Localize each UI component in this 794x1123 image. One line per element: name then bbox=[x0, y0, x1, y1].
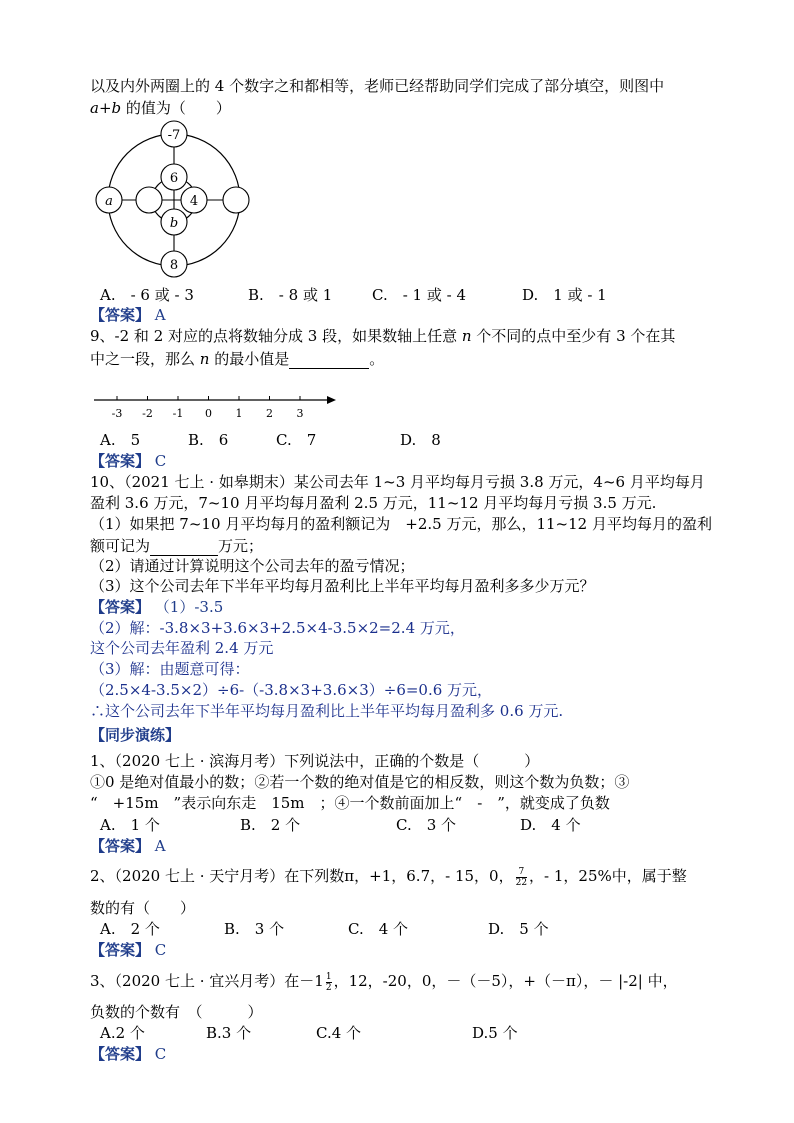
axis-tick-label: 0 bbox=[205, 407, 212, 420]
node-center-left bbox=[136, 187, 162, 213]
q8-line1: 以及内外两圈上的 4 个数字之和都相等，老师已经帮助同学们完成了部分填空，则图中 bbox=[90, 77, 665, 95]
q10-solution-2: 这个公司去年盈利 2.4 万元 bbox=[90, 639, 274, 657]
q10-line5: （2）请通过计算说明这个公司去年的盈亏情况； bbox=[90, 557, 415, 575]
arrow-right-icon bbox=[327, 396, 336, 404]
label-top: -7 bbox=[167, 128, 181, 143]
s2-option-b: B. 3 个 bbox=[224, 920, 285, 938]
s3-line2: 负数的个数有 （ ） bbox=[90, 1003, 263, 1021]
q10-solution-1: （2）解：-3.8×3+3.6×3+2.5×4-3.5×2=2.4 万元， bbox=[90, 619, 465, 637]
label-left: a bbox=[105, 194, 113, 209]
q8-option-d: D. 1 或 - 1 bbox=[522, 286, 607, 304]
q9-option-a: A. 5 bbox=[100, 431, 141, 449]
q10-line1: 10、（2021 七上 · 如皋期末）某公司去年 1~3 月平均每月亏损 3.8 万元，4~6 月平均每月 bbox=[90, 473, 705, 491]
label-center-top: 6 bbox=[169, 171, 179, 186]
axis-tick-label: 1 bbox=[235, 407, 243, 420]
label-bottom: 8 bbox=[169, 258, 179, 273]
s1-answer: 【答案】 A bbox=[90, 837, 166, 855]
q8-option-b: B. - 8 或 1 bbox=[248, 286, 333, 304]
q8-line2 bbox=[90, 98, 231, 118]
q10-answer: 【答案】 （1）-3.5 bbox=[90, 598, 224, 616]
axis-tick-label: -3 bbox=[111, 407, 123, 420]
s3-fraction: $\frac{1}{2}$ bbox=[325, 971, 332, 993]
s1-option-c: C. 3 个 bbox=[396, 816, 457, 834]
q9-blank bbox=[289, 348, 369, 369]
axis-tick-label: 2 bbox=[266, 407, 273, 420]
section-title: 【同步演练】 bbox=[90, 726, 181, 744]
s2-option-c: C. 4 个 bbox=[348, 920, 409, 938]
axis-tick-label: -1 bbox=[172, 407, 184, 420]
label-center-right: 4 bbox=[189, 194, 199, 209]
s2-line2: 数的有（ ） bbox=[90, 899, 196, 917]
s3-option-a: A.2 个 bbox=[100, 1024, 145, 1042]
q9-option-b: B. 6 bbox=[188, 431, 229, 449]
q10-solution-3: （3）解：由题意可得： bbox=[90, 660, 250, 678]
q9-option-d: D. 8 bbox=[400, 431, 441, 449]
q8-var: a+b bbox=[90, 99, 122, 117]
s1-line3: “ +15m ”表示向东走 15m ；④一个数前面加上“ - ”，就变成了负数 bbox=[90, 794, 610, 812]
q10-line6: （3）这个公司去年下半年平均每月盈利比上半年平均每月盈利多多少万元？ bbox=[90, 577, 595, 595]
s3-option-d: D.5 个 bbox=[472, 1024, 518, 1042]
s1-line1: 1、（2020 七上 · 滨海月考）下列说法中，正确的个数是（ ） bbox=[90, 752, 540, 770]
q10-line3: （1）如果把 7~10 月平均每月的盈利额记为 +2.5 万元，那么，11~12 月平均每月的盈利 bbox=[90, 515, 712, 533]
s3-answer: 【答案】 C bbox=[90, 1045, 167, 1063]
s1-line2: ①0 是绝对值最小的数；②若一个数的绝对值是它的相反数，则这个数为负数；③ bbox=[90, 773, 630, 791]
s2-option-d: D. 5 个 bbox=[488, 920, 549, 938]
s2-line1: 2、（2020 七上 · 天宁月考）在下列数π，+1，6.7，- 15，0， $\frac{7}{22}$ ，- 1，25%中，属于整 bbox=[90, 866, 687, 888]
s2-fraction: $\frac{7}{22}$ bbox=[515, 866, 528, 888]
s3-option-c: C.4 个 bbox=[316, 1024, 362, 1042]
q8-line2-rest: 的值为（ ） bbox=[121, 99, 231, 117]
q10-line4: 额可记为 万元； bbox=[90, 537, 264, 555]
q10-line2: 盈利 3.6 万元，7~10 月平均每月盈利 2.5 万元，11~12 月平均每月亏损 3.5 万元. bbox=[90, 494, 657, 512]
s2-answer: 【答案】 C bbox=[90, 941, 167, 959]
s3-option-b: B.3 个 bbox=[206, 1024, 252, 1042]
q8-answer: 【答案】 A bbox=[90, 306, 166, 324]
s1-option-b: B. 2 个 bbox=[240, 816, 301, 834]
label-center-bottom: b bbox=[169, 216, 179, 231]
q8-option-a: A. - 6 或 - 3 bbox=[100, 286, 194, 304]
q10-solution-4: （2.5×4-3.5×2）÷6-（-3.8×3+3.6×3）÷6=0.6 万元， bbox=[90, 681, 493, 699]
q9-line1: 9、-2 和 2 对应的点将数轴分成 3 段，如果数轴上任意 n 个不同的点中至少有 3 个在其 bbox=[90, 327, 676, 345]
q10-blank bbox=[150, 535, 218, 556]
q9-line2: 中之一段，那么 n 的最小值是 。 bbox=[90, 350, 385, 368]
circle-diagram bbox=[90, 118, 260, 280]
s1-option-d: D. 4 个 bbox=[520, 816, 581, 834]
q9-answer: 【答案】 C bbox=[90, 452, 167, 470]
number-line bbox=[90, 388, 346, 422]
axis-tick-label: -2 bbox=[142, 407, 153, 420]
node-right bbox=[223, 187, 249, 213]
q9-option-c: C. 7 bbox=[276, 431, 317, 449]
s2-option-a: A. 2 个 bbox=[100, 920, 160, 938]
q10-solution-5: ∴这个公司去年下半年平均每月盈利比上半年平均每月盈利多 0.6 万元. bbox=[90, 702, 564, 720]
s1-option-a: A. 1 个 bbox=[100, 816, 160, 834]
s3-line1: 3、（2020 七上 · 宜兴月考）在－1 $\frac{1}{2}$ ，12，-20，0，－（－5），+（－π），－ |-2| 中， bbox=[90, 971, 678, 993]
q8-option-c: C. - 1 或 - 4 bbox=[372, 286, 467, 304]
axis-tick-label: 3 bbox=[296, 407, 304, 420]
